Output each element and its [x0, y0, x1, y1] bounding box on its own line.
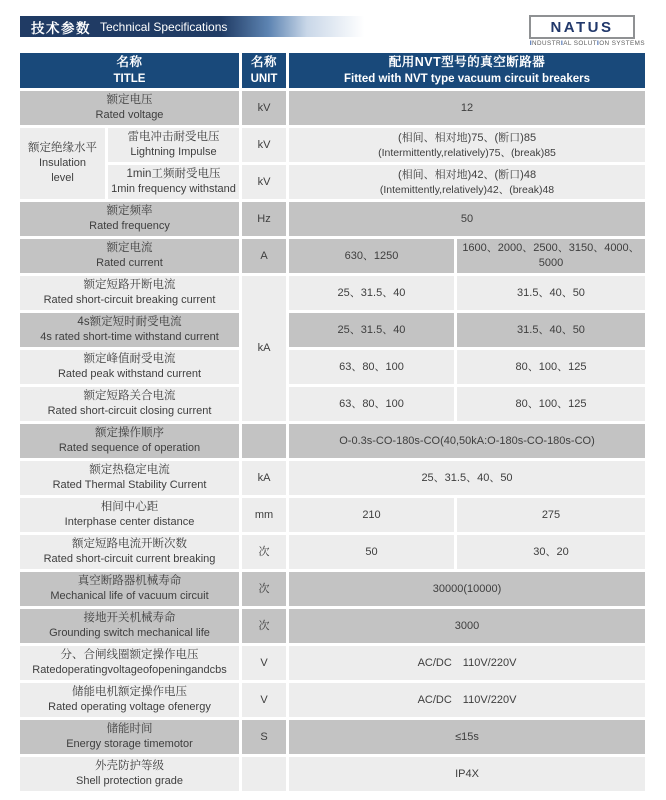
title-en: Lightning Impulse [130, 146, 217, 158]
title-cell [20, 535, 239, 569]
spec-row-closing-current [20, 387, 645, 421]
unit-text: V [260, 656, 268, 669]
unit-cell [242, 535, 286, 569]
value-cell [289, 757, 645, 791]
title-en: Rated short-circuit closing current [47, 405, 212, 417]
unit-text: V [260, 693, 268, 706]
value-cell [289, 424, 645, 458]
unit-cell [242, 165, 286, 199]
title-cn: 额定短路开断电流 [83, 279, 176, 291]
value-en: (Intermittently,relatively)75、(break)85 [378, 146, 556, 159]
title-cn: 额定短路关合电流 [83, 390, 176, 402]
spec-row-grounding-switch-life [20, 609, 645, 643]
unit-cell [242, 202, 286, 236]
unit-text: S [260, 730, 268, 743]
value-text: 210 [362, 508, 381, 521]
unit-cell-ka-merged [242, 276, 286, 421]
header-title-cn: 名称 [116, 55, 143, 69]
natus-wordmark: NATUS [550, 18, 614, 36]
value-text: 30、20 [533, 545, 569, 558]
banner-title-cn: 技术参数 [31, 20, 91, 36]
unit-cell [242, 609, 286, 643]
value-cell-right [457, 498, 645, 532]
value-text: 1600、2000、2500、3150、4000、5000 [462, 242, 640, 269]
value-text: 31.5、40、50 [517, 286, 585, 299]
value-cn: (相间、相对地)75、(断口)85 [397, 131, 537, 144]
header-value-en: Fitted with NVT type vacuum circuit breakers [343, 73, 591, 85]
insulation-group-cell [20, 128, 105, 199]
title-en: Rated Thermal Stability Current [52, 479, 207, 491]
title-cell [20, 313, 239, 347]
spec-row-rated-current [20, 239, 645, 273]
specifications-table [17, 50, 648, 794]
spec-row-thermal-stability [20, 461, 645, 495]
spec-row-shell-protection [20, 757, 645, 791]
spec-row-breaking-times [20, 535, 645, 569]
title-en: Ratedoperatingvoltageofopeningandcbs [32, 664, 227, 676]
title-en: Rated sequence of operation [58, 442, 201, 454]
value-cell [289, 128, 645, 162]
title-cell [108, 165, 239, 199]
value-text: 275 [541, 508, 561, 521]
title-cn: 额定峰值耐受电流 [83, 353, 176, 365]
title-cn: 4s额定短时耐受电流 [77, 316, 182, 328]
unit-text: 次 [258, 619, 270, 632]
value-cell [289, 91, 645, 125]
value-cell [289, 683, 645, 717]
unit-cell [242, 720, 286, 754]
value-cell-right [457, 313, 645, 347]
unit-cell [242, 572, 286, 606]
value-en: (Intemittently,relatively)42、(break)48 [379, 183, 555, 196]
unit-cell [242, 683, 286, 717]
unit-cell [242, 424, 286, 458]
section-banner [20, 16, 498, 37]
unit-cell [242, 239, 286, 273]
header-unit-en: UNIT [250, 73, 278, 85]
group-en: Insulation level [38, 157, 87, 184]
spec-row-rated-voltage [20, 91, 645, 125]
group-cn: 额定绝缘水平 [28, 142, 97, 154]
title-cn: 接地开关机械寿命 [83, 612, 176, 624]
spec-row-operation-sequence [20, 424, 645, 458]
title-cell [20, 350, 239, 384]
value-cell-left [289, 535, 454, 569]
title-cn: 额定电压 [106, 94, 153, 106]
title-en: Mechanical life of vacuum circuit [50, 590, 209, 602]
title-cell [20, 424, 239, 458]
value-cell-left [289, 313, 454, 347]
unit-text: kV [257, 101, 271, 114]
spec-row-rated-frequency [20, 202, 645, 236]
value-text: 31.5、40、50 [517, 323, 585, 336]
title-cn: 相间中心距 [100, 501, 159, 513]
spec-row-coil-operating-voltage [20, 646, 645, 680]
value-text: 63、80、100 [339, 397, 404, 410]
title-cn: 1min工频耐受电压 [126, 168, 221, 180]
title-cn: 额定电流 [106, 242, 153, 254]
unit-cell [242, 757, 286, 791]
title-cell [20, 239, 239, 273]
value-cn: (相间、相对地)42、(断口)48 [397, 168, 537, 181]
title-cn: 储能电机额定操作电压 [72, 686, 187, 698]
title-cn: 额定频率 [106, 205, 153, 217]
value-cell-right [457, 387, 645, 421]
title-en: Grounding switch mechanical life [49, 627, 210, 639]
value-cell [289, 609, 645, 643]
value-cell-right [457, 535, 645, 569]
title-cell [20, 276, 239, 310]
value-text: 80、100、125 [515, 360, 587, 373]
title-cell [20, 646, 239, 680]
title-cn: 额定操作顺序 [95, 427, 164, 439]
title-en: Energy storage timemotor [66, 738, 193, 750]
value-cell-right [457, 276, 645, 310]
value-text: 63、80、100 [339, 360, 404, 373]
title-en: 4s rated short-time withstand current [40, 331, 219, 343]
spec-row-breaking-current [20, 276, 645, 310]
value-cell [289, 461, 645, 495]
title-en: Shell protection grade [75, 775, 183, 787]
unit-text: kA [257, 342, 271, 354]
unit-text: 次 [258, 582, 270, 595]
title-cn: 额定短路电流开断次数 [72, 538, 187, 550]
title-cell [20, 683, 239, 717]
spec-row-interphase-distance [20, 498, 645, 532]
spec-row-mechanical-life [20, 572, 645, 606]
title-en: Rated current [96, 257, 163, 269]
title-cell [20, 461, 239, 495]
spec-row-motor-operating-voltage [20, 683, 645, 717]
unit-text: mm [254, 508, 274, 521]
title-cn: 额定热稳定电流 [89, 464, 170, 476]
title-cell [108, 128, 239, 162]
title-cell [20, 609, 239, 643]
unit-cell [242, 128, 286, 162]
unit-text: kA [257, 471, 271, 484]
spec-row-lightning-impulse [20, 128, 645, 162]
value-cell-left [289, 239, 454, 273]
title-cell [20, 202, 239, 236]
title-cn: 储能时间 [106, 723, 153, 735]
spec-row-energy-storage-time [20, 720, 645, 754]
value-text: O-0.3s-CO-180s-CO(40,50kA:O-180s-CO-180s-CO) [339, 434, 595, 447]
title-cn: 外壳防护等级 [95, 760, 164, 772]
header-value-cell [289, 53, 645, 88]
title-cell [20, 91, 239, 125]
title-cn: 分、合闸线圈额定操作电压 [60, 649, 199, 661]
title-en: 1min frequency withstand [111, 183, 236, 195]
value-text: 12 [460, 101, 474, 114]
value-cell-left [289, 350, 454, 384]
header-value-cn: 配用NVT型号的真空断路器 [388, 55, 546, 69]
value-cell-right [457, 350, 645, 384]
banner-title-en: Technical Specifications [100, 19, 228, 34]
value-cell-left [289, 387, 454, 421]
unit-text: Hz [257, 212, 271, 225]
value-cell [289, 646, 645, 680]
unit-text: kV [257, 175, 271, 188]
header-title-en: TITLE [113, 73, 146, 85]
value-text: 25、31.5、40 [337, 323, 406, 336]
unit-cell [242, 91, 286, 125]
title-cell [20, 498, 239, 532]
value-text: AC/DC 110V/220V [417, 656, 517, 669]
title-en: Rated frequency [89, 220, 170, 232]
unit-text: A [260, 249, 268, 262]
title-en: Rated voltage [95, 109, 164, 121]
title-cell [20, 387, 239, 421]
unit-text: kV [257, 138, 271, 151]
value-cell [289, 202, 645, 236]
unit-text: 次 [258, 545, 270, 558]
title-cell [20, 572, 239, 606]
value-cell [289, 572, 645, 606]
value-text: ≤15s [455, 730, 479, 743]
title-cn: 真空断路器机械寿命 [77, 575, 182, 587]
unit-cell [242, 461, 286, 495]
title-en: Rated operating voltage ofenergy [48, 701, 211, 713]
unit-cell [242, 498, 286, 532]
title-cell [20, 720, 239, 754]
header-title-cell [20, 53, 239, 88]
spec-row-peak-withstand [20, 350, 645, 384]
value-text: 3000 [454, 619, 480, 632]
title-en: Interphase center distance [64, 516, 195, 528]
logo-tagline: INDUSTRIAL SOLUTION SYSTEMS [529, 40, 645, 47]
spec-row-short-time-withstand [20, 313, 645, 347]
value-text: 30000(10000) [432, 582, 502, 595]
value-text: 80、100、125 [515, 397, 587, 410]
title-cell [20, 757, 239, 791]
title-en: Rated peak withstand current [57, 368, 202, 380]
value-text: 630、1250 [344, 249, 399, 262]
natus-logo [529, 15, 635, 39]
table-header-row [20, 53, 645, 88]
spec-row-1min-withstand [20, 165, 645, 199]
value-cell-right [457, 239, 645, 273]
value-cell [289, 165, 645, 199]
value-cell-left [289, 498, 454, 532]
header-unit-cn: 名称 [250, 55, 277, 69]
value-cell [289, 720, 645, 754]
unit-cell [242, 646, 286, 680]
value-text: AC/DC 110V/220V [417, 693, 517, 706]
title-en: Rated short-circuit current breaking [43, 553, 216, 565]
value-text: 25、31.5、40、50 [421, 471, 513, 484]
value-text: IP4X [455, 767, 479, 780]
value-text: 50 [460, 212, 474, 225]
value-text: 50 [365, 545, 378, 558]
value-cell-left [289, 276, 454, 310]
title-en: Rated short-circuit breaking current [43, 294, 216, 306]
value-text: 25、31.5、40 [337, 286, 406, 299]
header-unit-cell [242, 53, 286, 88]
title-cn: 雷电冲击耐受电压 [127, 131, 220, 143]
